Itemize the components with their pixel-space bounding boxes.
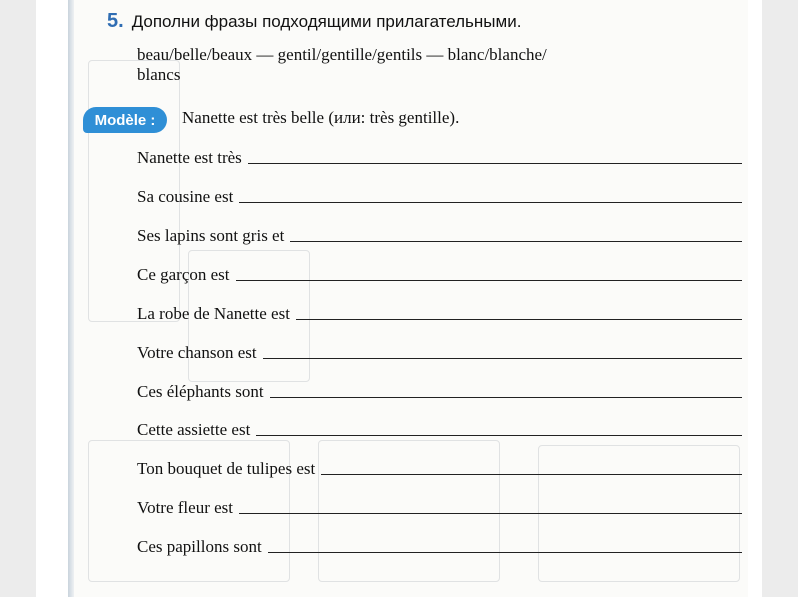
- answer-blank[interactable]: [296, 319, 742, 320]
- word-bank-line: beau/belle/beaux — gentil/gentille/gentils — blanc/blanche/: [137, 45, 547, 64]
- model-badge: Modèle :: [83, 107, 167, 133]
- answer-blank[interactable]: [321, 474, 742, 475]
- fill-in-row: [137, 263, 742, 285]
- answer-blank[interactable]: [268, 552, 742, 553]
- model-sentence: Nanette est très belle (или: très gentille).: [182, 108, 460, 127]
- answer-blank[interactable]: [239, 202, 742, 203]
- word-bank-line: blancs: [137, 65, 181, 84]
- sentence-stem: Votre chanson est: [137, 343, 257, 362]
- word-bank: [137, 45, 747, 85]
- sentence-stem: La robe de Nanette est: [137, 304, 290, 323]
- fill-in-row: [137, 418, 742, 440]
- sentence-stem: Ces éléphants sont: [137, 382, 264, 401]
- sentence-stem: Ses lapins sont gris et: [137, 226, 285, 245]
- sentence-stem: Cette assiette est: [137, 420, 251, 439]
- fill-in-row: [137, 380, 742, 402]
- sentence-stem: Votre fleur est: [137, 498, 233, 517]
- fill-in-row: [137, 496, 742, 518]
- exercise-number: 5.: [107, 10, 124, 32]
- exercise-instruction: Дополни фразы подходящими прилагательными.: [131, 12, 522, 31]
- answer-blank[interactable]: [290, 241, 742, 242]
- sentence-stem: Ce garçon est: [137, 265, 230, 284]
- fill-in-row: [137, 535, 742, 557]
- answer-blank[interactable]: [263, 358, 742, 359]
- sentence-stem: Ton bouquet de tulipes est: [137, 459, 316, 478]
- exercise-title: [107, 10, 521, 33]
- fill-in-row: [137, 302, 742, 324]
- answer-blank[interactable]: [256, 435, 742, 436]
- answer-blank[interactable]: [248, 163, 742, 164]
- fill-in-row: [137, 341, 742, 363]
- answer-blank[interactable]: [270, 397, 742, 398]
- answer-blank[interactable]: [239, 513, 742, 514]
- fill-in-row: [137, 185, 742, 207]
- sentence-stem: Sa cousine est: [137, 187, 234, 206]
- sentence-stem: Ces papillons sont: [137, 537, 262, 556]
- answer-blank[interactable]: [236, 280, 742, 281]
- fill-in-row: [137, 146, 742, 168]
- fill-in-row: [137, 224, 742, 246]
- fill-in-row: [137, 457, 742, 479]
- sentence-stem: Nanette est très: [137, 148, 242, 167]
